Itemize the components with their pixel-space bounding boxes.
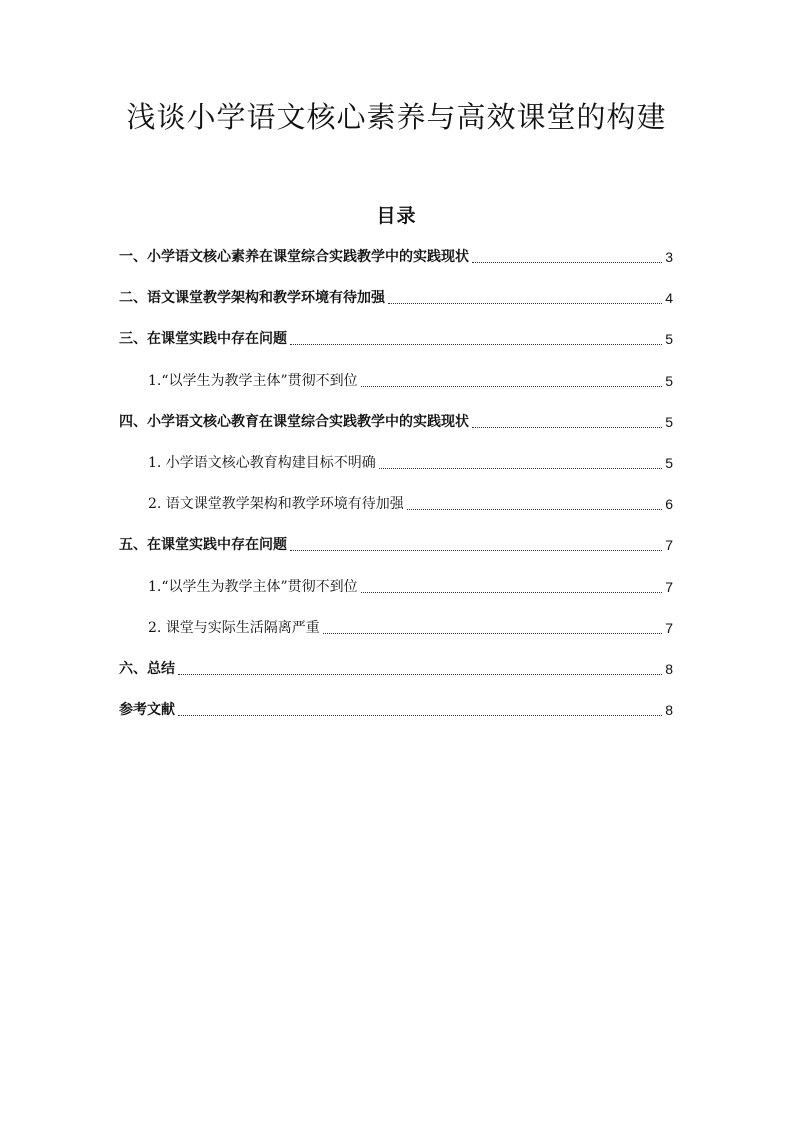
toc-entry[interactable] <box>119 574 673 615</box>
toc-dot-leader <box>290 532 662 551</box>
toc-entry-text: 六、总结 <box>119 660 175 677</box>
toc-entry[interactable] <box>119 532 673 573</box>
toc-entry[interactable] <box>119 491 673 532</box>
toc-entry[interactable] <box>119 615 673 656</box>
document-title: 浅谈小学语文核心素养与高效课堂的构建 <box>126 100 667 134</box>
toc-page-number: 5 <box>665 372 673 389</box>
toc-entry[interactable] <box>119 326 673 367</box>
toc-entry-text: 五、在课堂实践中存在问题 <box>119 537 287 554</box>
toc-heading: 目录 <box>376 205 417 227</box>
toc-page-number: 8 <box>665 660 673 677</box>
toc-page-number: 5 <box>665 454 673 471</box>
toc-entry[interactable] <box>119 409 673 450</box>
toc-entry-text: 四、小学语文核心教育在课堂综合实践教学中的实践现状 <box>119 413 469 430</box>
toc-entry-text: 2. 语文课堂教学架构和教学环境有待加强 <box>148 496 404 513</box>
toc-entry[interactable] <box>119 368 673 409</box>
toc-page-number: 6 <box>665 496 673 513</box>
toc-page-number: 7 <box>665 578 673 595</box>
toc-entry[interactable] <box>119 450 673 491</box>
toc-page-number: 7 <box>665 619 673 636</box>
toc-entry[interactable] <box>119 285 673 326</box>
toc-entry[interactable] <box>119 656 673 697</box>
toc-entry[interactable] <box>119 697 673 738</box>
toc-dot-leader <box>178 697 662 716</box>
toc-entry-text: 1.“以学生为教学主体”贯彻不到位 <box>148 578 358 595</box>
toc-page-number: 3 <box>665 249 673 265</box>
toc-page-number: 8 <box>665 702 673 719</box>
toc-dot-leader <box>388 285 662 304</box>
toc-entry-text: 一、小学语文核心素养在课堂综合实践教学中的实践现状 <box>119 249 469 265</box>
toc-entry-text: 三、在课堂实践中存在问题 <box>119 331 287 348</box>
toc-page-number: 5 <box>665 413 673 430</box>
table-of-contents <box>119 244 673 738</box>
toc-dot-leader <box>379 450 662 469</box>
toc-page-number: 5 <box>665 331 673 348</box>
toc-entry-text: 1.“以学生为教学主体”贯彻不到位 <box>148 372 358 389</box>
toc-dot-leader <box>472 409 662 428</box>
toc-entry-text: 二、语文课堂教学架构和教学环境有待加强 <box>119 290 385 307</box>
toc-dot-leader <box>323 615 662 634</box>
toc-page-number: 4 <box>665 290 673 307</box>
toc-dot-leader <box>178 656 662 675</box>
toc-entry-text: 1. 小学语文核心教育构建目标不明确 <box>148 454 376 471</box>
toc-entry[interactable] <box>119 244 673 285</box>
toc-dot-leader <box>407 491 662 510</box>
toc-dot-leader <box>472 244 662 263</box>
toc-dot-leader <box>361 574 663 593</box>
toc-entry-text: 参考文献 <box>119 702 175 719</box>
toc-entry-text: 2. 课堂与实际生活隔离严重 <box>148 619 320 636</box>
toc-dot-leader <box>290 326 662 345</box>
toc-dot-leader <box>361 368 663 387</box>
toc-page-number: 7 <box>665 537 673 554</box>
